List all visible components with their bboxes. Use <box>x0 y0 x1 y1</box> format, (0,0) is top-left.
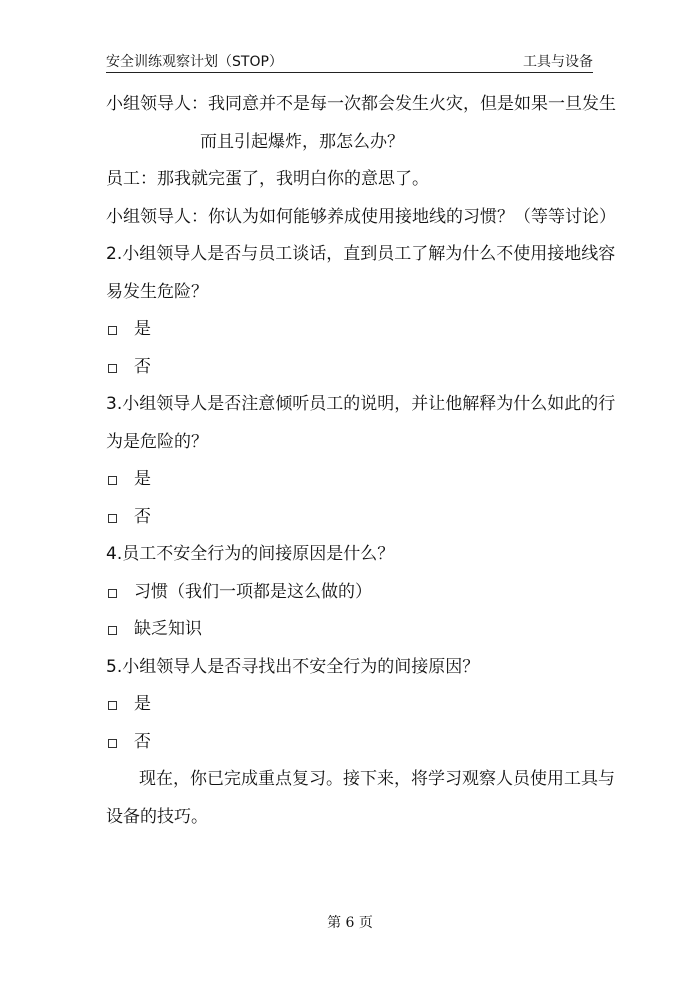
page-number: 第 6 页 <box>327 915 373 931</box>
question-3-continuation: 为是危险的？ <box>106 431 208 452</box>
option-yes[interactable] <box>106 686 598 724</box>
checkbox-icon[interactable] <box>108 701 117 710</box>
option-yes[interactable] <box>106 311 598 349</box>
option-label: 缺乏知识 <box>134 619 202 639</box>
question-2: 2.小组领导人是否与员工谈话，直到员工了解为什么不使用接地线容 <box>106 244 616 264</box>
question-2-continuation: 易发生危险？ <box>106 281 208 302</box>
question-3: 3.小组领导人是否注意倾听员工的说明，并让他解释为什么如此的行 <box>106 394 616 414</box>
option-lack-of-knowledge[interactable] <box>106 611 598 649</box>
checkbox-icon[interactable] <box>108 326 117 335</box>
option-label: 否 <box>134 506 151 527</box>
checkbox-icon[interactable] <box>108 626 117 635</box>
option-habit[interactable] <box>106 574 598 612</box>
option-label: 是 <box>134 319 151 339</box>
page-header <box>106 50 593 73</box>
dialogue-line: 员工：那我就完蛋了，我明白你的意思了。 <box>106 169 429 189</box>
header-document-title: 安全训练观察计划（STOP） <box>106 54 283 70</box>
option-label: 否 <box>134 731 151 752</box>
closing-paragraph: 现在，你已完成重点复习。接下来，将学习观察人员使用工具与 <box>139 769 615 789</box>
option-yes[interactable] <box>106 461 598 499</box>
question-4: 4.员工不安全行为的间接原因是什么？ <box>106 544 395 564</box>
closing-paragraph-continuation: 设备的技巧。 <box>106 806 208 827</box>
dialogue-line: 小组领导人：我同意并不是每一次都会发生火灾，但是如果一旦发生 <box>106 94 616 114</box>
option-no[interactable] <box>106 724 598 762</box>
checkbox-icon[interactable] <box>108 514 117 523</box>
option-no[interactable] <box>106 499 598 537</box>
checkbox-icon[interactable] <box>108 739 117 748</box>
checkbox-icon[interactable] <box>108 364 117 373</box>
option-label: 是 <box>134 694 151 714</box>
dialogue-line-continuation: 而且引起爆炸，那怎么办？ <box>200 131 404 152</box>
option-no[interactable] <box>106 349 598 387</box>
option-label: 习惯（我们一项都是这么做的） <box>134 581 372 602</box>
checkbox-icon[interactable] <box>108 589 117 598</box>
question-5: 5.小组领导人是否寻找出不安全行为的间接原因？ <box>106 656 480 677</box>
option-label: 否 <box>134 356 151 377</box>
option-label: 是 <box>134 469 151 489</box>
header-section-title: 工具与设备 <box>523 54 593 70</box>
page-body <box>106 86 616 836</box>
checkbox-icon[interactable] <box>108 476 117 485</box>
dialogue-line: 小组领导人：你认为如何能够养成使用接地线的习惯？（等等讨论） <box>106 206 616 227</box>
